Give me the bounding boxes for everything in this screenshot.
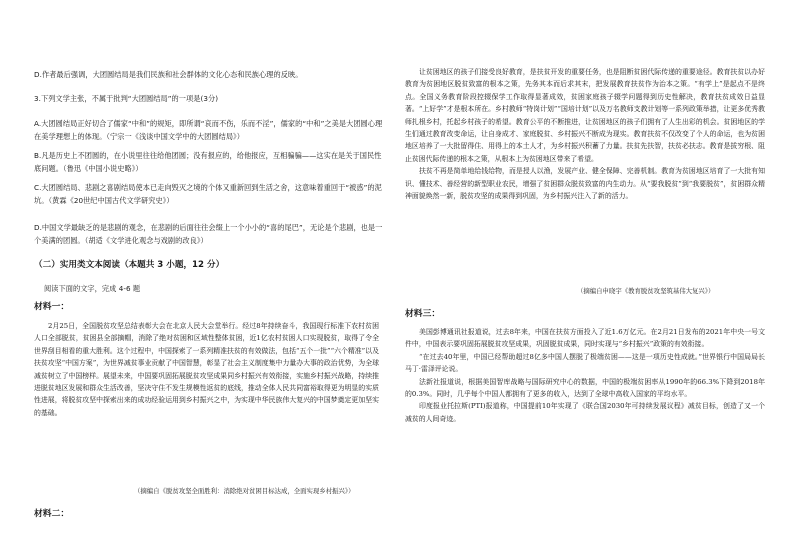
- question-3-stem: 3.下列文学主张，不属于批判“大团圆结局”的一项是(3分): [34, 94, 219, 103]
- material-2-paragraph-1: 让贫困地区的孩子们接受良好教育，是扶贫开发的重要任务，也是阻断贫困代际传递的重要途径。教育扶贫以办好教育为贫困地区脱贫致富的根本之策，先务其本而后求其末，把发展教育扶贫作为治本之策。“有学上”是起点不是终点。全国义务教育阶段控辍保学工作取得显著成效，贫困家庭孩子辍学问题得到历史性解决，教育扶贫成效日益显著。“上好学”才是根本所在。乡村教师“特岗计划”“国培计划”以及万名教师支教计划等一系列政策举措，让更多优秀教师扎根乡村，托起乡村孩子的希望。教育公平的不断推进，让贫困地区的孩子们拥有了人生出彩的机会。贫困地区的学生们通过教育改变命运，让自身成才、家庭脱贫、乡村振兴不断成为现实。教育扶贫不仅改变了个人的命运，也为贫困地区培养了一大批留得住、用得上的本土人才，为乡村振兴积蓄了力量。扶贫先扶智，扶贫必扶志。教育是拔穷根、阻止贫困代际传递的根本之策，从根本上为贫困地区带来了希望。: [405, 68, 765, 163]
- material-1-label: 材料一：: [34, 302, 70, 312]
- question-3-option-d: D.中国文学最缺乏的是悲剧的观念，在悲剧的后面往往会缀上一个小小的“喜的尾巴”，无论是个悲剧，也是一个美满的团圆。（胡适《文学进化观念与戏剧的改良》）: [34, 223, 383, 246]
- material-2-paragraph-2: 扶贫不再是简单地给钱给物，而是授人以渔，发展产业、健全保障、完善机制。教育为贫困地区培育了一大批有知识、懂技术、善经营的新型职业农民，增强了贫困群众脱贫致富的内生动力。从“要我脱贫”到“我要脱贫”，贫困群众精神面貌焕然一新，脱贫攻坚的成果得到巩固，为乡村振兴注入了新的活力。: [405, 167, 765, 201]
- question-3-option-c: C.大团圆结局、悲剧之喜剧结局使本已走向毁灭之境的个体又重新回到生活之舍，这意味着重回于“被惑”的泥坑。（黄霖《20世纪中国古代文学研究史》）: [34, 183, 382, 206]
- material-3-paragraph-4: 印度报业托拉斯(PTI)报道称，中国提前10年实现了《联合国2030年可持续发展议程》减贫目标，创造了又一个减贫的人间奇迹。: [405, 402, 765, 423]
- material-3-text: [405, 326, 765, 425]
- instruction-text: 阅读下面的文字，完成 4-6 题: [44, 284, 141, 293]
- material-1-paragraph: 2月25日，全国脱贫攻坚总结表彰大会在北京人民大会堂举行。经过8年持续奋斗，我国现行标准下农村贫困人口全部脱贫，贫困县全部摘帽，消除了绝对贫困和区域性整体贫困，近1亿农村贫困人口实现脱贫，取得了令全世界刮目相看的重大胜利。这个过程中，中国探索了一系列精准扶贫的有效做法，包括“五个一批”“六个精准”以及扶贫攻坚“中国方案”，为世界减贫事业贡献了中国智慧，彰显了社会主义制度集中力量办大事的政治优势，为全球减贫树立了中国榜样。展望未来，中国要巩固拓展脱贫攻坚成果同乡村振兴有效衔接，实施乡村振兴战略，持续推进脱贫地区发展和群众生活改善，坚决守住不发生规模性返贫的底线，推动全体人民共同富裕取得更为明显的实质性进展，将脱贫攻坚中探索出来的成功经验运用到乡村振兴之中，为实现中华民族伟大复兴的中国梦奠定更加坚实的基础。: [34, 322, 379, 417]
- option-d-previous: D.作者最后强调，大团圆结局是我们民族和社会群体的文化心态和民族心理的反映。: [34, 70, 303, 79]
- question-3-option-b: B.凡是历史上不团圆的，在小说里往往给他团圆；没有报应的，给他报应，互相骗骗——这实在是关于国民性底问题。（鲁迅《中国小说史略》）: [34, 151, 382, 174]
- section-title: （二）实用类文本阅读（本题共 3 小题，12 分）: [34, 260, 225, 270]
- material-3-label: 材料三：: [405, 309, 441, 319]
- material-2-text: [405, 66, 765, 202]
- question-3-option-a: A.大团圆结局正好切合了儒家“中和”的规矩，即所谓“哀而不伤，乐而不淫”，儒家的“中和”之美是大团圆心理在美学理想上的体现。（宁宗一《浅谈中国文学中的大团圆结局》）: [34, 119, 383, 142]
- material-1-text: [34, 320, 379, 419]
- material-3-paragraph-1: 美国彭博通讯社报道说，过去8年来，中国在扶贫方面投入了近1.6万亿元。在2月21日发布的2021年中央一号文件中，中国表示要巩固拓展脱贫攻坚成果，巩固脱贫成果，同时实现与“乡村振兴”政策的有效衔接。: [405, 328, 765, 349]
- material-3-paragraph-2: “在过去40年里，中国已经帮助超过8亿多中国人摆脱了极端贫困——这是一项历史性成就。”世界银行中国局局长马丁·雷泽评论说。: [405, 352, 765, 374]
- material-3-paragraph-3: 法新社报道说，根据美国智库战略与国际研究中心的数据，中国的极端贫困率从1990年的66.3%下降到2018年的0.3%。同时，几乎每个中国人都拥有了更多的收入，达到了全球中高收入国家的平均水平。: [405, 377, 765, 399]
- material-2-source: （摘编自申晓宇《教育脱贫攻坚筑基伟大复兴》）: [577, 287, 715, 295]
- material-1-source: （摘编自《脱贫攻坚全面胜利：消除绝对贫困目标达成，全面实现乡村振兴》）: [134, 487, 355, 495]
- material-2-label: 材料二：: [34, 509, 70, 519]
